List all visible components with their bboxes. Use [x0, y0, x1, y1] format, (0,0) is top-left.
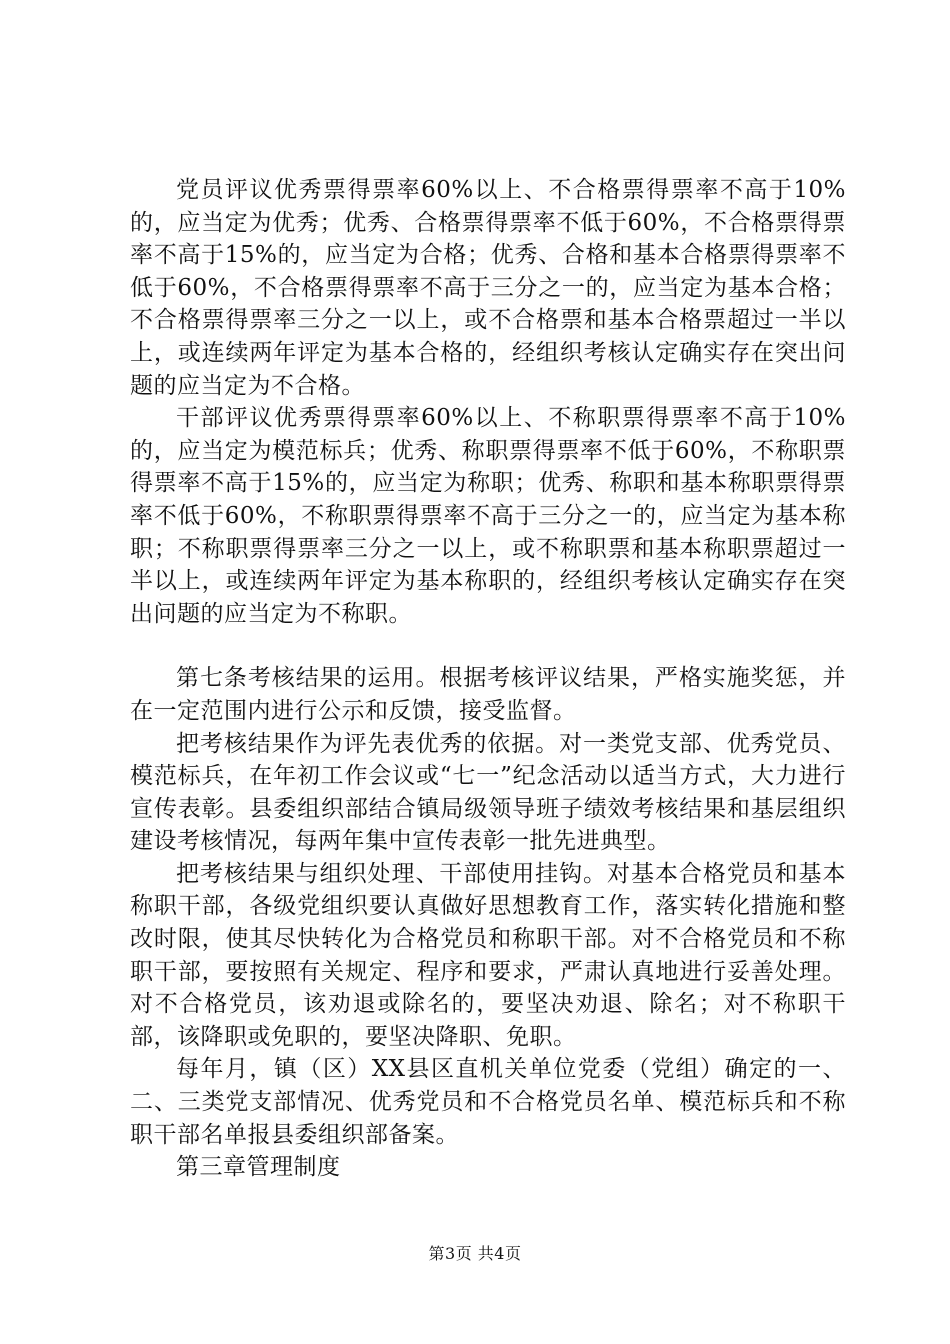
paragraph-commendation: 把考核结果作为评先表优秀的依据。对一类党支部、优秀党员、模范标兵，在年初工作会议或“七一”纪念活动以适当方式，大力进行宣传表彰。县委组织部结合镇局级领导班子绩效考核结果和基层组织建设考核情况，每两年集中宣传表彰一批先进典型。 — [130, 730, 846, 855]
chapter-heading: 第三章管理制度 — [176, 1154, 341, 1181]
paragraph-annual-filing: 每年月，镇（区）XX县区直机关单位党委（党组）确定的一、二、三类党支部情况、优秀党员和不合格党员名单、模范标兵和不称职干部名单报县委组织部备案。 — [130, 1056, 846, 1148]
paragraph-article-seven: 第七条考核结果的运用。根据考核评议结果，严格实施奖惩，并在一定范围内进行公示和反馈，接受监督。 — [130, 665, 846, 724]
document-body — [130, 174, 846, 1184]
paragraph-cadre-rating: 干部评议优秀票得票率60%以上、不称职票得票率不高于10%的，应当定为模范标兵；优秀、称职票得票率不低于60%，不称职票得票率不高于15%的，应当定为称职；优秀、称职和基本称职票得票率不低于60%，不称职票得票率不高于三分之一的，应当定为基本称职；不称职票得票率三分之一以上，或不称职票和基本称职票超过一半以上，或连续两年评定为基本称职的，经组织考核认定确实存在突出问题的应当定为不称职。 — [130, 405, 846, 627]
paragraph-organizational-handling: 把考核结果与组织处理、干部使用挂钩。对基本合格党员和基本称职干部，各级党组织要认真做好思想教育工作，落实转化措施和整改时限，使其尽快转化为合格党员和称职干部。对不合格党员和不称职干部，要按照有关规定、程序和要求，严肃认真地进行妥善处理。对不合格党员，该劝退或除名的，要坚决劝退、除名；对不称职干部，该降职或免职的，要坚决降职、免职。 — [130, 860, 846, 1050]
page-footer: 第3页 共4页 — [428, 1244, 522, 1263]
paragraph-party-member-rating: 党员评议优秀票得票率60%以上、不合格票得票率不高于10%的，应当定为优秀；优秀、合格票得票率不低于60%，不合格票得票率不高于15%的，应当定为合格；优秀、合格和基本合格票得票率不低于60%，不合格票得票率不高于三分之一的，应当定为基本合格；不合格票得票率三分之一以上，或不合格票和基本合格票超过一半以上，或连续两年评定为基本合格的，经组织考核认定确实存在突出问题的应当定为不合格。 — [130, 177, 846, 399]
